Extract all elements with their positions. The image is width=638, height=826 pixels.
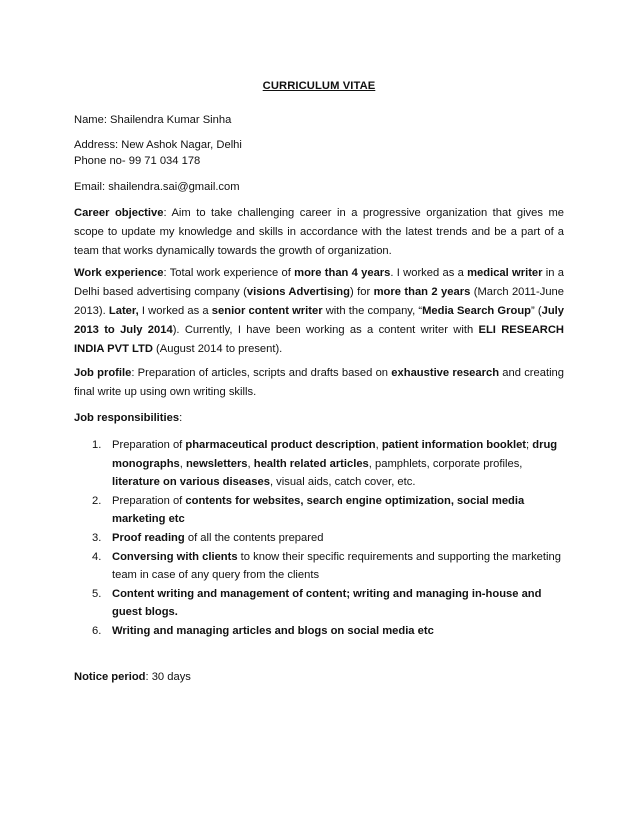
responsibility-text: ; <box>526 439 533 451</box>
work-text: I worked as a <box>138 305 212 317</box>
job-profile <box>74 364 564 402</box>
job-profile-label: Job profile <box>74 367 132 379</box>
work-bold: ELI RESEARCH INDIA PVT LTD <box>74 324 565 355</box>
work-text: (August 2014 to present). <box>152 343 283 355</box>
work-text: ” ( <box>531 305 542 317</box>
responsibility-number: 3. <box>92 531 102 544</box>
responsibility-text: , <box>247 457 254 470</box>
work-bold: Media Search Group <box>422 305 531 317</box>
career-objective-text: : Aim to take challenging career in a progressive organization that gives me scope to update my knowledge and skills in accordance with the latest trends and be a part of a team that works dynamically towards the growth of organization. <box>74 207 565 257</box>
responsibility-item <box>74 529 564 548</box>
responsibility-text: Preparation of <box>112 494 186 507</box>
responsibility-number: 5. <box>92 587 102 600</box>
work-experience <box>74 264 564 359</box>
work-bold: senior content writer <box>211 305 323 317</box>
work-bold: more than 2 years <box>373 286 471 298</box>
responsibility-text: of all the contents prepared <box>184 531 324 544</box>
responsibility-text: , <box>179 457 186 470</box>
responsibility-bold-text: Conversing with clients <box>112 550 238 563</box>
responsibility-bold-text: health related articles <box>253 457 369 470</box>
responsibility-bold-text: drug monographs <box>112 439 558 470</box>
notice-period-label: Notice period <box>74 671 146 683</box>
work-text: : Total work experience of <box>163 267 295 279</box>
job-profile-bold: exhaustive research <box>391 367 500 379</box>
responsibility-bold-text: Writing and managing articles and blogs on social media etc <box>112 624 434 637</box>
responsibility-bold-text: pharmaceutical product description <box>185 439 376 451</box>
responsibility-text: to know their specific requirements and supporting the marketing team in case of any query from the clients <box>112 550 561 582</box>
job-responsibilities-label: Job responsibilities <box>74 412 180 424</box>
phone-line: Phone no- 99 71 034 178 <box>74 155 201 167</box>
responsibility-number: 6. <box>92 624 102 637</box>
work-experience-label: Work experience <box>74 267 164 279</box>
job-profile-text: : Preparation of articles, scripts and drafts based on <box>131 367 392 379</box>
work-text: ) for <box>349 286 374 298</box>
notice-period-text: : 30 days <box>145 671 191 683</box>
responsibility-bold-text: Content writing and management of content; writing and managing in-house and guest blogs. <box>112 587 542 619</box>
work-text: ). Currently, I have been working as a content writer with <box>172 324 479 336</box>
responsibility-text: , <box>375 439 382 451</box>
work-text: . I worked as a <box>390 267 468 279</box>
responsibility-text: , pamphlets, corporate profiles, <box>368 457 523 470</box>
responsibility-number: 2. <box>92 494 102 507</box>
responsibilities-list <box>74 436 564 641</box>
responsibility-number: 1. <box>92 439 102 451</box>
responsibility-text: Preparation of <box>112 439 186 451</box>
address-line: Address: New Ashok Nagar, Delhi <box>74 139 242 151</box>
career-objective-label: Career objective <box>74 207 164 219</box>
work-text: with the company, “ <box>322 305 423 317</box>
career-objective <box>74 204 564 261</box>
document-title: CURRICULUM VITAE <box>262 80 376 92</box>
work-text: in a Delhi based advertising company ( <box>74 267 564 298</box>
notice-period <box>74 670 191 684</box>
name-line: Name: Shailendra Kumar Sinha <box>74 114 232 126</box>
responsibility-bold-text: patient information booklet <box>381 439 527 451</box>
responsibility-text: , visual aids, catch cover, etc. <box>269 476 416 489</box>
responsibility-bold-text: Proof reading <box>112 531 185 544</box>
responsibility-item <box>74 436 564 492</box>
email-line: Email: shailendra.sai@gmail.com <box>74 181 240 193</box>
work-bold: July 2013 to July 2014 <box>74 305 565 336</box>
responsibility-item <box>74 585 564 622</box>
work-bold: Later, <box>108 305 139 317</box>
work-bold: visions Advertising <box>246 286 350 298</box>
responsibility-bold-text: contents for websites, search engine optimization, social media marketing etc <box>112 494 525 526</box>
responsibility-bold-text: literature on various diseases <box>112 476 270 489</box>
responsibility-item <box>74 492 564 529</box>
job-responsibilities-heading <box>74 411 182 425</box>
work-bold: medical writer <box>467 267 543 279</box>
job-profile-text: and creating final write up using own writing skills. <box>74 367 564 398</box>
responsibility-item <box>74 622 564 641</box>
work-text: (March 2011-June 2013). <box>74 286 564 317</box>
responsibility-item <box>74 548 564 585</box>
work-bold: more than 4 years <box>294 267 391 279</box>
responsibility-bold-text: newsletters <box>185 457 248 470</box>
responsibility-number: 4. <box>92 550 102 563</box>
job-responsibilities-colon: : <box>179 412 183 424</box>
